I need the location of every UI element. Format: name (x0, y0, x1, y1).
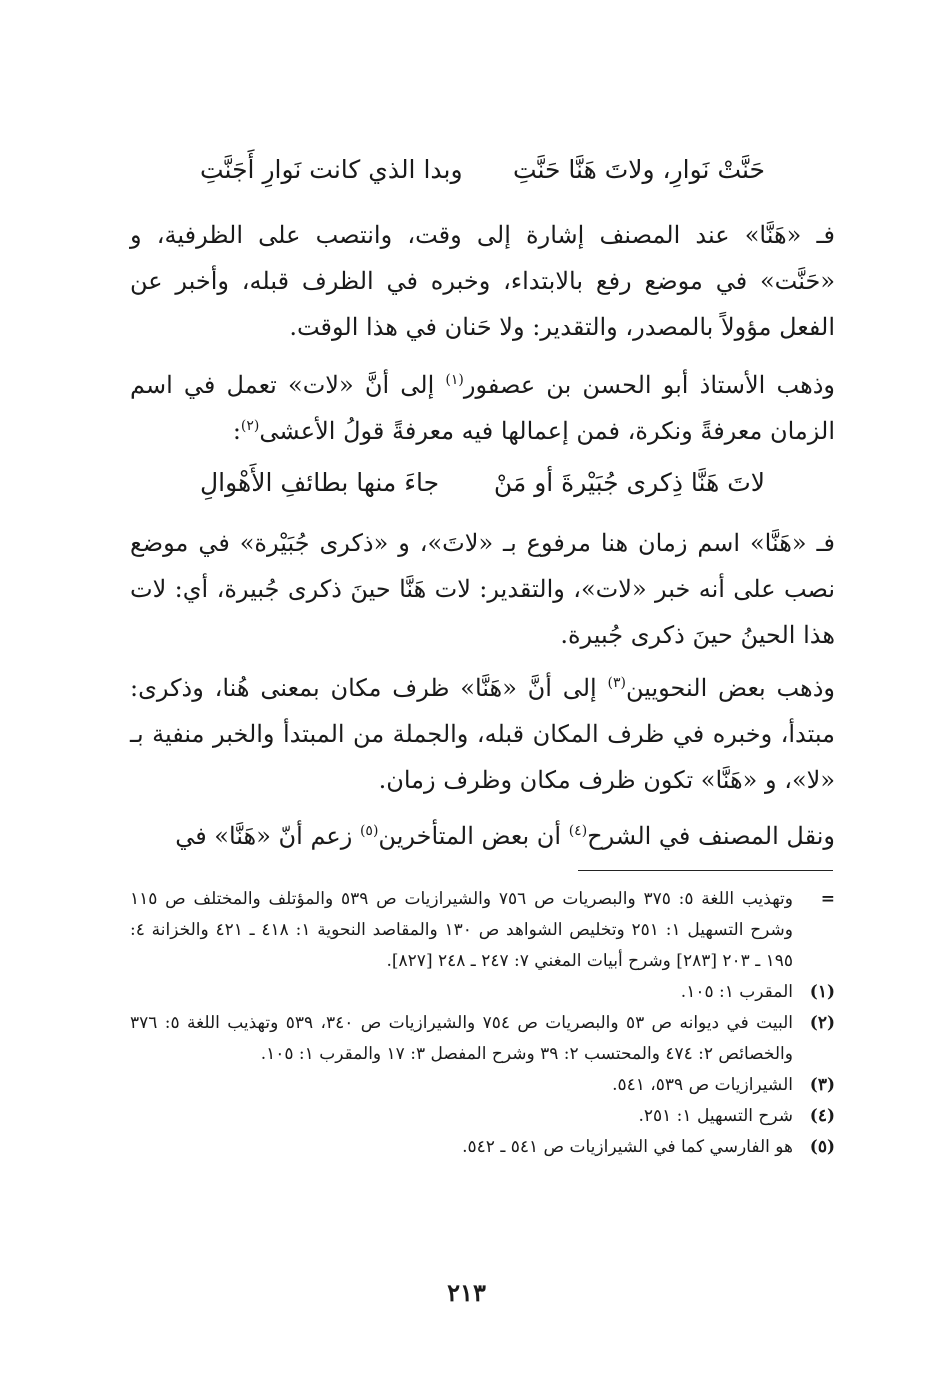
footnote-1 (130, 977, 835, 1008)
verse-2-hemistich-right: لاتَ هَنَّا ذِكرى جُبَيْرةَ أو مَنْ (493, 468, 765, 497)
verse-1-hemistich-right: حَنَّتْ نَوارِ، ولاتَ هَنَّا حَنَّتِ (512, 155, 765, 184)
paragraph-4-part-a: وذهب بعض النحويين (625, 674, 835, 702)
footnote-4 (130, 1101, 835, 1132)
footnote-ref-1: (١) (445, 372, 464, 388)
footnote-1-number: (١) (809, 982, 835, 1002)
paragraph-2-text (130, 362, 835, 454)
footnotes (130, 884, 835, 1163)
footnote-ref-3: (٣) (607, 675, 626, 691)
paragraph-5-part-b: أن بعض المتأخرين (378, 822, 569, 850)
footnote-3-text: الشيرازيات ص ٥٣٩، ٥٤١. (612, 1075, 793, 1095)
paragraph-2-part-a: وذهب الأستاذ أبو الحسن بن عصفور (463, 371, 836, 399)
paragraph-1 (130, 212, 835, 350)
paragraph-4-part-b: إلى أنَّ «هَنَّا» ظرف مكان بمعنى هُنا، وذكرى: مبتدأ، وخبره في ظرف المكان قبله، والجملة من المبتدأ والخبر منفية بـ «لا»، و «هَنَّا» تكون ظرف مكان وظرف زمان. (130, 674, 835, 794)
footnote-3 (130, 1070, 835, 1101)
paragraph-3 (130, 520, 835, 658)
verse-2-hemistich-left: جاءَ منها بطائفِ الأَهْوالِ (200, 468, 440, 497)
footnote-separator (578, 870, 833, 871)
verse-1-hemistich-left: وبدا الذي كانت نَوارِ أَجَنَّتِ (200, 155, 463, 184)
paragraph-5 (130, 813, 835, 859)
footnote-ref-5: (٥) (359, 823, 379, 839)
footnote-5-text: هو الفارسي كما في الشيرازيات ص ٥٤١ ـ ٥٤٢. (462, 1137, 793, 1157)
page-number: ٢١٣ (447, 1278, 486, 1307)
footnote-1-text: المقرب ١: ١٠٥. (680, 982, 793, 1002)
paragraph-4-text (130, 665, 835, 803)
paragraph-1-text: فـ «هَنَّا» عند المصنف إشارة إلى وقت، وانتصب على الظرفية، و «حَنَّت» في موضع رفع بالابتداء، وخبره في الظرف قبله، وأخبر عن الفعل مؤولاً بالمصدر، والتقدير: ولا حَنان في هذا الوقت. (130, 221, 835, 341)
footnote-4-number: (٤) (809, 1106, 835, 1126)
paragraph-4 (130, 665, 835, 803)
footnote-ref-2: (٢) (240, 418, 260, 434)
footnote-5-number: (٥) (809, 1137, 835, 1157)
verse-1 (130, 148, 835, 192)
paragraph-5-text (130, 813, 835, 859)
paragraph-2-part-c: : (232, 417, 241, 445)
footnote-2-number: (٢) (809, 1013, 835, 1033)
paragraph-5-part-a: ونقل المصنف في الشرح (587, 822, 835, 850)
footnote-2-text: البيت في ديوانه ص ٥٣ والبصريات ص ٧٥٤ والشيرازيات ص ٣٤٠، ٥٣٩ وتهذيب اللغة ٥: ٣٧٦ والخصائص ٢: ٤٧٤ والمحتسب ٢: ٣٩ وشرح المفصل ٣: ١٧ والمقرب ١: ١٠٥. (130, 1013, 793, 1064)
footnote-continuation-text: وتهذيب اللغة ٥: ٣٧٥ والبصريات ص ٧٥٦ والشيرازيات ص ٥٣٩ والمؤتلف والمختلف ص ١١٥ وشرح التسهيل ١: ٢٥١ وتخليص الشواهد ص ١٣٠ والمقاصد النحوية ١: ٤١٨ ـ ٤٢١ والخزانة ٤: ١٩٥ ـ ٢٠٣ [٢٨٣] وشرح أبيات المغني ٧: ٢٤٧ ـ ٢٤٨ [٨٢٧]. (130, 889, 794, 971)
paragraph-5-part-c: زعم أنّ «هَنَّا» في (175, 822, 360, 850)
footnote-2 (130, 1008, 835, 1070)
footnote-ref-4: (٤) (568, 823, 588, 839)
footnote-5 (130, 1132, 835, 1163)
paragraph-3-text: فـ «هَنَّا» اسم زمان هنا مرفوع بـ «لاتَ»، و «ذكرى جُبَيْرة» في موضع نصب على أنه خبر «لات»، والتقدير: لات هَنَّا حينَ ذكرى جُبيرة، أي: لات هذا الحينُ حينَ ذكرى جُبيرة. (130, 529, 835, 649)
footnote-continuation-marker: = (820, 889, 835, 909)
footnote-4-text: شرح التسهيل ١: ٢٥١. (638, 1106, 793, 1126)
footnote-continuation (130, 884, 835, 977)
footnote-3-number: (٣) (809, 1075, 835, 1095)
paragraph-2-part-b: إلى أنَّ «لات» تعمل في اسم الزمان معرفةً ونكرة، فمن إعمالها فيه معرفةً قولُ الأعشى (130, 371, 835, 445)
verse-2 (130, 461, 835, 505)
paragraph-2 (130, 362, 835, 454)
